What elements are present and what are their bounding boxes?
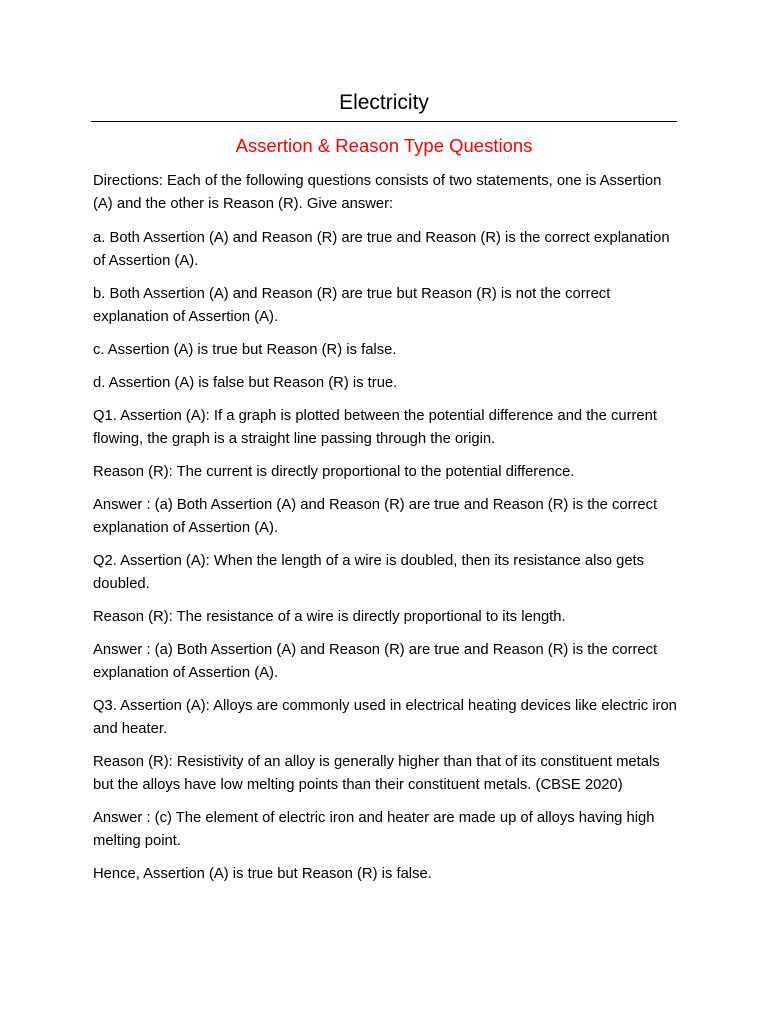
q3-conclusion: Hence, Assertion (A) is true but Reason (R) is false. bbox=[93, 866, 432, 882]
answer-label: Answer : bbox=[93, 642, 151, 658]
title-divider bbox=[91, 121, 677, 122]
reason-text: The resistance of a wire is directly proportional to its length. bbox=[172, 609, 566, 625]
option-d: d. Assertion (A) is false but Reason (R) is true. bbox=[93, 375, 398, 391]
assertion-text: If a graph is plotted between the potential difference and the current flowing, the graph is a straight line passing through the origin. bbox=[93, 408, 658, 447]
reason-text: Resistivity of an alloy is generally higher than that of its constituent metals but the alloys have low melting points than their constituent metals. bbox=[93, 754, 660, 793]
reason-label: Reason (R): bbox=[93, 754, 173, 770]
q3-answer bbox=[93, 807, 683, 853]
q1-answer bbox=[93, 494, 683, 540]
assertion-text: Alloys are commonly used in electrical heating devices like electric iron and heater. bbox=[93, 698, 677, 737]
option-b: b. Both Assertion (A) and Reason (R) are true but Reason (R) is not the correct explanation of Assertion (A). bbox=[93, 286, 611, 325]
q2-reason bbox=[93, 606, 683, 629]
q1-reason bbox=[93, 461, 683, 484]
q3-assertion bbox=[93, 695, 683, 741]
page-title: Electricity bbox=[339, 91, 429, 114]
answer-label: Answer : bbox=[93, 810, 151, 826]
directions-text: Directions: Each of the following questions consists of two statements, one is Assertion (A) and the other is Reason (R). Give answer: bbox=[93, 173, 662, 212]
option-a: a. Both Assertion (A) and Reason (R) are true and Reason (R) is the correct explanation of Assertion (A). bbox=[93, 230, 670, 269]
answer-label: Answer : bbox=[93, 497, 151, 513]
section-heading: Assertion & Reason Type Questions bbox=[235, 135, 533, 156]
answer-text: (c) The element of electric iron and heater are made up of alloys having high melting point. bbox=[93, 810, 655, 849]
assertion-label: Q3. Assertion (A): bbox=[93, 698, 210, 714]
option-c: c. Assertion (A) is true but Reason (R) is false. bbox=[93, 342, 397, 358]
q1-assertion bbox=[93, 405, 683, 451]
answer-text: (a) Both Assertion (A) and Reason (R) are true and Reason (R) is the correct explanation of Assertion (A). bbox=[93, 497, 658, 536]
reason-label: Reason (R): bbox=[93, 464, 173, 480]
q2-assertion bbox=[93, 550, 683, 596]
q3-reason bbox=[93, 751, 683, 797]
assertion-label: Q1. Assertion (A): bbox=[93, 408, 210, 424]
answer-text: (a) Both Assertion (A) and Reason (R) are true and Reason (R) is the correct explanation of Assertion (A). bbox=[93, 642, 658, 681]
reason-text: The current is directly proportional to the potential difference. bbox=[172, 464, 575, 480]
assertion-text: When the length of a wire is doubled, then its resistance also gets doubled. bbox=[93, 553, 645, 592]
assertion-label: Q2. Assertion (A): bbox=[93, 553, 210, 569]
document-body bbox=[93, 170, 683, 896]
reason-source: (CBSE 2020) bbox=[535, 777, 623, 793]
reason-label: Reason (R): bbox=[93, 609, 173, 625]
q2-answer bbox=[93, 639, 683, 685]
